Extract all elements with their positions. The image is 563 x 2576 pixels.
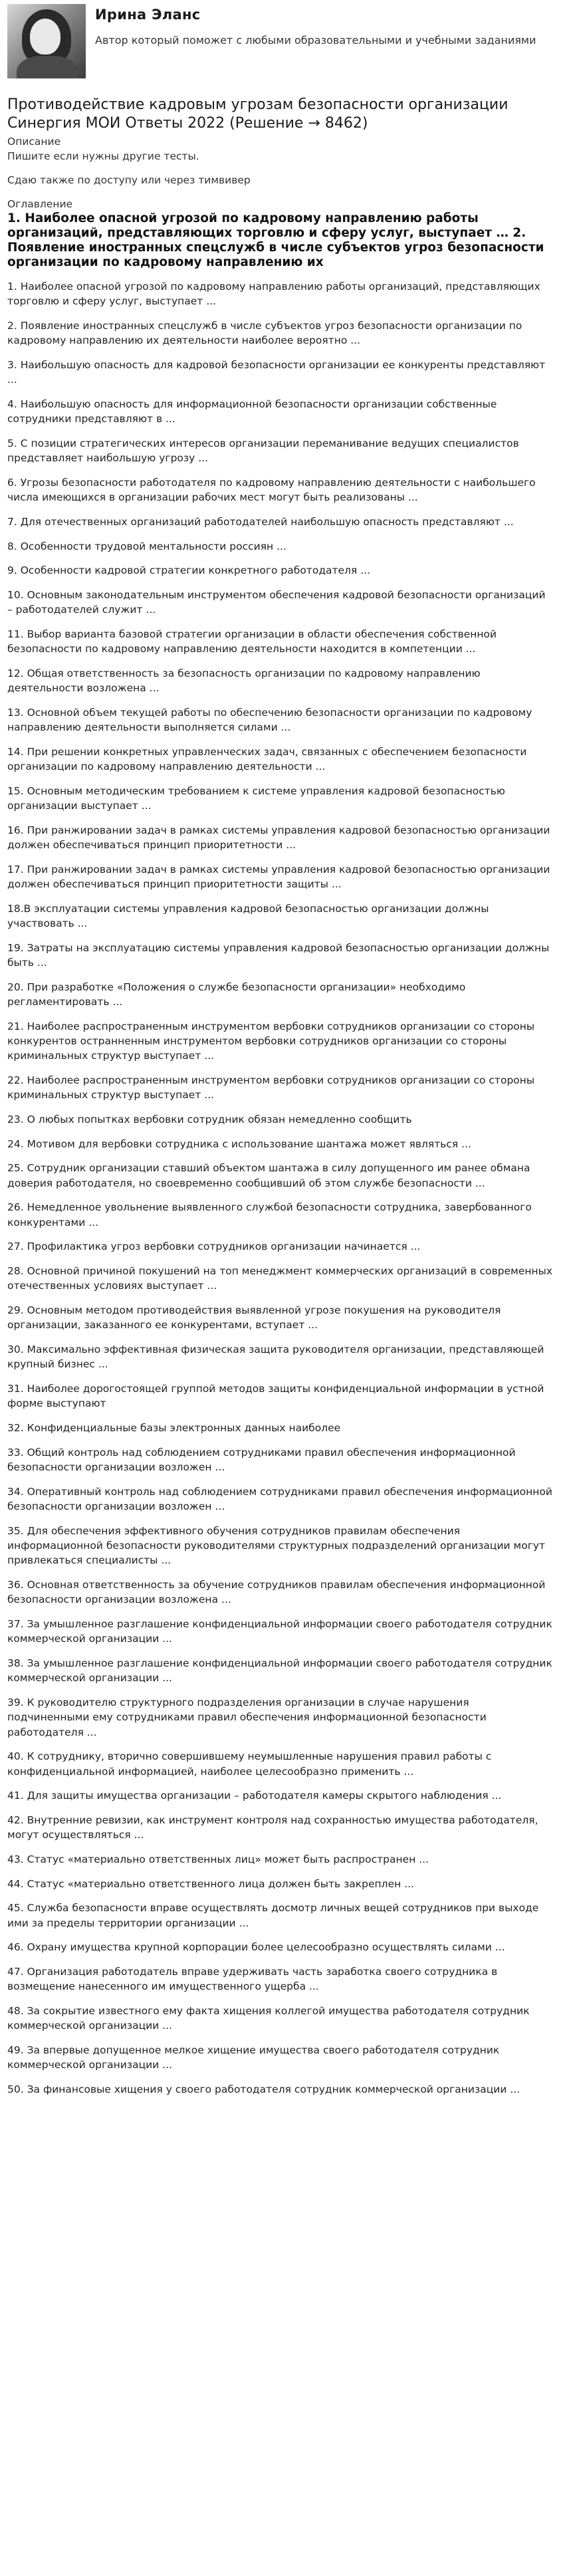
question-item: 24. Мотивом для вербовки сотрудника с использование шантажа может являться ...: [7, 1137, 471, 1150]
question-item: 6. Угрозы безопасности работодателя по кадровому направлению деятельности с наибольшего числа имеющихся в организации рабочих мест могут быть реализованы ...: [7, 476, 536, 504]
question-item: 50. За финансовые хищения у своего работодателя сотрудник коммерческой организации ...: [7, 2083, 520, 2095]
access-text: Сдаю также по доступу или через тимвивер: [7, 174, 251, 186]
question-item: 30. Максимально эффективная физическая защита руководителя организации, представляющей крупный бизнес ...: [7, 1344, 544, 1371]
question-item: 34. Оперативный контроль над соблюдением сотрудниками правил обеспечения информационной безопасности организации возложен ...: [7, 1485, 552, 1512]
question-item: 48. За сокрытие известного ему факта хищения коллегой имущества работодателя сотрудник коммерческой организации ...: [7, 2004, 530, 2032]
question-item: 36. Основная ответственность за обучение сотрудников правилам обеспечения информационной безопасности организации возложена ...: [7, 1578, 546, 1606]
question-item: 9. Особенности кадровой стратегии конкретного работодателя ...: [7, 564, 371, 577]
question-item: 13. Основной объем текущей работы по обеспечению безопасности организации по кадровому направлению деятельности выполняется силами ...: [7, 706, 532, 734]
question-item: 2. Появление иностранных спецслужб в числе субъектов угроз безопасности организации по кадровому направлению их деятельности наиболее вероятно ...: [7, 319, 522, 347]
description-label: Описание: [7, 136, 61, 148]
question-item: 28. Основной причиной покушений на топ менеджмент коммерческих организаций в современных отечественных условиях выступает ...: [7, 1265, 553, 1292]
author-info: [95, 4, 536, 49]
author-name[interactable]: Ирина Эланс: [95, 7, 201, 23]
question-item: 15. Основным методическим требованием к системе управления кадровой безопасностью организации выступает ...: [7, 784, 505, 812]
question-item: 19. Затраты на эксплуатацию системы управления кадровой безопасностью организации должны быть ...: [7, 941, 550, 969]
question-item: 45. Служба безопасности вправе осуществлять досмотр личных вещей сотрудников при выходе ими за пределы территории организации ...: [7, 1902, 539, 1929]
question-item: 14. При решении конкретных управленческих задач, связанных с обеспечением безопасности организации по кадровому направлению деятельности ...: [7, 745, 527, 773]
question-item: 38. За умышленное разглашение конфиденциальной информации своего работодателя сотрудник коммерческой организации ...: [7, 1657, 552, 1685]
question-item: 43. Статус «материально ответственных лиц» может быть распространен ...: [7, 1853, 429, 1865]
question-item: 40. К сотруднику, вторично совершившему неумышленные нарушения правил работы с конфиденциальной информацией, наиболее целесообразно применить ...: [7, 1750, 492, 1778]
question-item: 11. Выбор варианта базовой стратегии организации в области обеспечения собственной безопасности по кадровому направлению деятельности находится в компетенции ...: [7, 628, 497, 655]
question-item: 46. Охрану имущества крупной корпорации более целесообразно осуществлять силами ...: [7, 1941, 505, 1954]
question-item: 21. Наиболее распространенным инструментом вербовки сотрудников организации со стороны конкурентов остранненным инструментом вербовки сотрудников организации со стороны криминальных структур выступает ...: [7, 1020, 535, 1062]
question-item: 20. При разработке «Положения о службе безопасности организации» необходимо регламентировать ...: [7, 981, 466, 1008]
question-item: 31. Наиболее дорогостоящей группой методов защиты конфиденциальной информации в устной форме выступают: [7, 1383, 544, 1410]
question-item: 35. Для обеспечения эффективного обучения сотрудников правилам обеспечения информационной безопасности руководителями структурных подразделений организации могут привлекаться специалисты ...: [7, 1524, 546, 1567]
question-item: 3. Наибольшую опасность для кадровой безопасности организации ее конкуренты представляют ...: [7, 358, 546, 386]
description-text: Пишите если нужны другие тесты.: [7, 150, 199, 162]
author-description: Автор который поможет с любыми образовательными и учебными заданиями: [95, 34, 536, 47]
toc-label: Оглавление: [7, 198, 73, 210]
question-item: 47. Организация работодатель вправе удерживать часть заработка своего сотрудника в возмещение нанесенного им имущественного ущерба ...: [7, 1965, 498, 1993]
question-item: 10. Основным законодательным инструментом обеспечения кадровой безопасности организаций – работодателей служит ...: [7, 588, 546, 616]
question-item: 42. Внутренние ревизии, как инструмент контроля над сохранностью имущества работодателя, могут осуществляться ...: [7, 1814, 538, 1841]
question-item: 33. Общий контроль над соблюдением сотрудниками правил обеспечения информационной безопасности организации возложен ...: [7, 1446, 516, 1474]
question-item: 22. Наиболее распространенным инструментом вербовки сотрудников организации со стороны криминальных структур выступает ...: [7, 1074, 535, 1102]
question-item: 44. Статус «материально ответственного лица должен быть закреплен ...: [7, 1877, 414, 1890]
question-item: 1. Наиболее опасной угрозой по кадровому направлению работы организаций, представляющих торговлю и сферу услуг, выступает ...: [7, 281, 540, 308]
question-item: 41. Для защиты имущества организации – работодателя камеры скрытого наблюдения ...: [7, 1790, 502, 1802]
question-item: 23. О любых попытках вербовки сотрудник обязан немедленно сообщить: [7, 1113, 412, 1126]
question-item: 37. За умышленное разглашение конфиденциальной информации своего работодателя сотрудник коммерческой организации ...: [7, 1617, 552, 1645]
question-item: 39. К руководителю структурного подразделения организации в случае нарушения подчиненными ему сотрудниками правил обеспечения информационной безопасности работодателя ...: [7, 1696, 487, 1738]
question-item: 7. Для отечественных организаций работодателей наибольшую опасность представляют ...: [7, 515, 514, 528]
question-item: 12. Общая ответственность за безопасность организации по кадровому направлению деятельности возложена ...: [7, 667, 481, 695]
question-item: 32. Конфиденциальные базы электронных данных наиболее: [7, 1422, 341, 1435]
question-item: 18.В эксплуатации системы управления кадровой безопасностью организации должны участвовать ...: [7, 902, 489, 930]
question-item: 5. С позиции стратегических интересов организации переманивание ведущих специалистов представляет наибольшую угрозу ...: [7, 437, 519, 465]
question-item: 25. Сотрудник организации ставший объектом шантажа в силу допущенного им ранее обмана доверия работодателя, но своевременно сообщивший об этом службе безопасности ...: [7, 1162, 530, 1189]
page-title: Противодействие кадровым угрозам безопасности организации Синергия МОИ Ответы 2022 (Решение → 8462): [7, 96, 508, 132]
author-block: [7, 0, 554, 82]
toc-title: 1. Наиболее опасной угрозой по кадровому направлению работы организаций, представляющих торговлю и сферу услуг, выступает … 2. Появление иностранных спецслужб в числе субъектов угроз безопасности организации по кадровому направлению их: [7, 211, 544, 269]
question-item: 29. Основным методом противодействия выявленной угрозе покушения на руководителя организации, заказанного ее конкурентами, вступает ...: [7, 1304, 501, 1332]
question-list: [7, 279, 554, 2097]
question-item: 16. При ранжировании задач в рамках системы управления кадровой безопасностью организации должен обеспечиваться принцип приоритетности ...: [7, 824, 550, 852]
question-item: 26. Немедленное увольнение выявленного службой безопасности сотрудника, завербованного конкурентами ...: [7, 1201, 532, 1229]
question-item: 17. При ранжировании задач в рамках системы управления кадровой безопасностью организации должен обеспечиваться принцип приоритетности защиты ...: [7, 863, 550, 891]
author-avatar[interactable]: [7, 4, 86, 78]
question-item: 8. Особенности трудовой ментальности россиян ...: [7, 540, 286, 552]
question-item: 49. За впервые допущенное мелкое хищение имущества своего работодателя сотрудник коммерческой организации ...: [7, 2044, 500, 2071]
question-item: 27. Профилактика угроз вербовки сотрудников организации начинается ...: [7, 1240, 421, 1253]
question-item: 4. Наибольшую опасность для информационной безопасности организации собственные сотрудники представляют в ...: [7, 398, 497, 425]
